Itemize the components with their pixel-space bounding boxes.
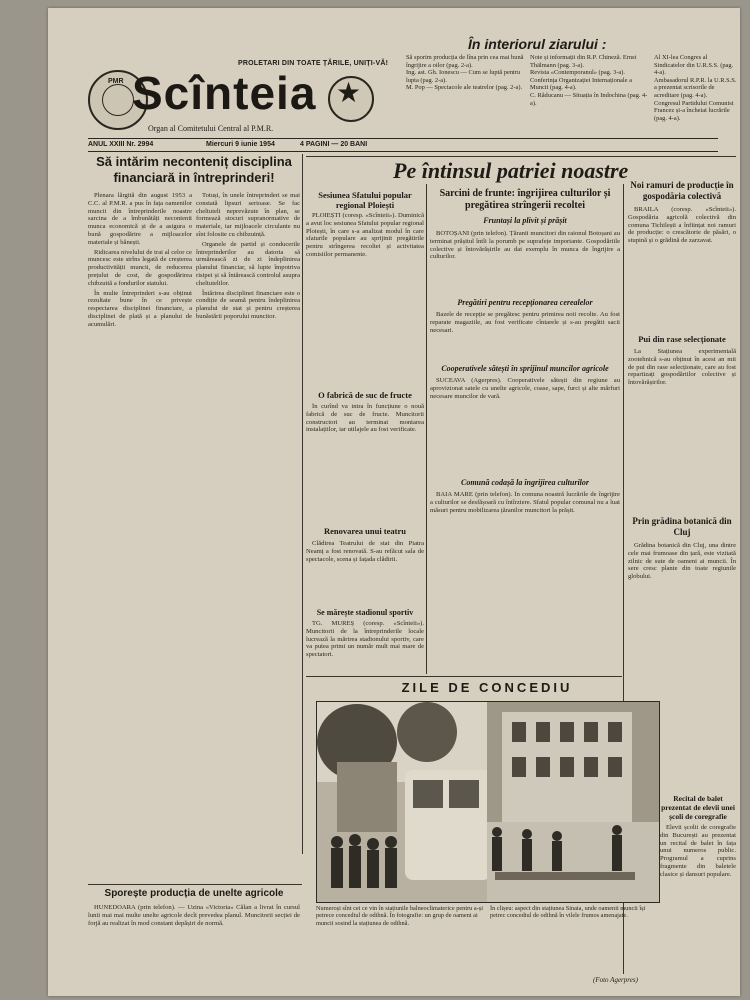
lead-column-2 [196, 192, 300, 852]
inside-column-2 [530, 54, 650, 107]
regional-body [306, 212, 424, 382]
garden-body [628, 542, 736, 692]
harvest-paragraph: Bazele de recepție se pregătesc pentru primirea noii recolte. Au fost reparate magaziile, au fost verificate cîntarele și s-au pregătit sacii necesari. [430, 311, 620, 334]
tools-body [88, 904, 300, 990]
juice-paragraph: În curînd va intra în funcțiune o nouă fabrică de suc de fructe. Muncitorii constructori au terminat montarea instalațiilor, iar utilajele au fost verificate. [306, 403, 424, 434]
issue-year: ANUL XXIII Nr. 2994 [88, 141, 154, 148]
inside-item: Congresul Partidului Comunist Francez și-a încheiat lucrările (pag. 4-a). [654, 99, 734, 122]
branch-headline: Noi ramuri de producție în gospodăria colectivă [630, 180, 734, 201]
race-body [628, 348, 736, 498]
photo-credit: (Foto Agerpres) [593, 976, 638, 984]
race-paragraph: La Stațiunea experimentală zootehnică s-au obținut în acest an mii de pui din rase selecționate, care au fost repartizați gospodăriilor colective și întovărășirilor. [628, 348, 736, 387]
front-paragraph: BOTOȘANI (prin telefon). Țăranii muncitori din raionul Botoșani au terminat prășitul întîi la porumb pe suprafețe importante. Gospodăriile colective și întovărășirile au dat exemplu în munca de îngrijire a culturilor. [430, 230, 620, 261]
pmr-mark: PMR [108, 78, 124, 85]
lead-paragraph: Totuși, în unele întreprinderi se mai constată lipsuri serioase. Se fac cheltuieli neprevăzute în plan, se formează stocuri supranormative de materiale, iar mijloacele circulante nu sînt folosite cu chibzuință. [196, 192, 300, 238]
race-headline: Pui din rase selecționate [638, 334, 726, 344]
stadium-headline: Se mărește stadionul sportiv [316, 608, 414, 617]
inside-item: Să sporim producția de lîna prin cea mai bună îngrijire a oilor (pag. 2-a). [406, 54, 524, 69]
inside-item: Note și informații din R.P. Chineză. Ernst Thälmann (pag. 3-a). [530, 54, 637, 69]
stadium-body [306, 620, 424, 676]
stadium-paragraph: TG. MUREȘ (coresp. «Scînteii»). Muncitorii de la întreprinderile locale lucrează la mărirea stadionului sportiv, care va putea primi un număr mult mai mare de spectatori. [306, 620, 424, 659]
holiday-photo [316, 701, 660, 903]
inside-item: C. Răducanu — Situația în Indochina (pag. 4-a). [530, 91, 648, 107]
masthead [88, 60, 389, 133]
commune-headline: Comună codașă la îngrijirea culturilor [460, 478, 590, 487]
garden-paragraph: Grădina botanică din Cluj, una dintre cele mai frumoase din țară, este vizitată zilnic de sute de oameni ai muncii. În sere cresc plante din toate regiunile globului. [628, 542, 736, 581]
column-rule [302, 154, 303, 854]
inside-item: Revista «Contemporanul» (pag. 3-a). [530, 69, 625, 77]
coop-body [430, 377, 620, 472]
commune-body [430, 491, 620, 671]
inside-item: Conferința Organizației Internaționale a Muncii (pag. 4-a). [530, 76, 632, 92]
tools-paragraph: HUNEDOARA (prin telefon). — Uzina «Victoria» Călan a livrat în cursul lunii mai mai multe unelte agricole decît prevedea planul. Muncitorii secției de forjă au realizat în mod constant depășiri de normă. [88, 904, 300, 927]
coop-paragraph: SUCEAVA (Agerpres). Cooperativele sătești din regiune au aprovizionat satele cu unelte agricole, coase, sape, furci și alte mărfuri necesare muncilor de vară. [430, 377, 620, 400]
banner-title: Pe întinsul patriei noastre [393, 158, 629, 183]
inside-column-3 [654, 54, 738, 122]
lead-paragraph: Întărirea disciplinei financiare este o condiție de seamă pentru îndeplinirea planului de stat și pentru creșterea bunăstării poporului muncitor. [196, 289, 300, 320]
banner-rule [306, 156, 736, 157]
photo-caption-right: În clișeu: aspect din stațiunea Sinaia, unde oamenii muncii își petrec concediul de odihnă în vilele frumos amenajate. [490, 905, 646, 920]
newspaper-title: Scînteia [132, 67, 317, 119]
slogan: PROLETARI DIN TOATE ȚĂRILE, UNIȚI-VĂ! [238, 60, 389, 67]
theatre-body [306, 540, 424, 600]
coop-headline: Cooperativele sătești în sprijinul muncilor agricole [441, 364, 609, 373]
regional-headline: Sesiunea Sfatului popular regional Ploiești [318, 190, 412, 210]
issue-date: Miercuri 9 iunie 1954 [206, 141, 275, 148]
issue-info-bar [88, 138, 718, 152]
photo-title: ZILE DE CONCEDIU [401, 680, 573, 695]
inside-item: Ing. ast. Gh. Ionescu — Cum se luptă pentru lupta (pag. 2-a). [406, 69, 521, 84]
ballet-paragraph: Elevii școlii de coregrafie din București au prezentat un recital de balet în fața unui numeros public. Programul a cuprins fragmente din baletele clasice și dansuri populare. [660, 824, 736, 878]
front-body [430, 230, 620, 290]
ballet-headline: Recital de balet prezentat de elevii unei școli de coregrafie [661, 794, 735, 821]
branch-paragraph: BRAILA (coresp. «Scînteii»). Gospodăria agricolă colectivă din comuna Tichilești a înființat noi ramuri de producție: o crescătorie de păsări, o stupină și o grădină de zarzavat. [628, 206, 736, 245]
lead-paragraph: Ridicarea nivelului de trai al celor ce muncesc este strîns legată de creșterea productivității muncii, de reducerea prețului de cost, de gospodărirea chibzuită a fondurilor statului. [88, 248, 192, 287]
organ-subtitle: Organ al Comitetului Central al P.M.R. [148, 124, 274, 133]
lead-paragraph: Organele de partid și conducerile întreprinderilor au datoria să urmărească zi de zi îndeplinirea planului financiar, să lupte împotriva risipei și să întărească controlul asupra cheltuielilor. [196, 240, 300, 287]
ballet-body [660, 824, 736, 974]
newspaper-page [48, 8, 740, 996]
lead-headline: Să intărim neconteniț disciplina financiară in întreprinderi! [96, 154, 292, 185]
front-headline: Sarcini de frunte: îngrijirea culturilor și pregătirea strîngerii recoltei [439, 188, 611, 211]
photo-rule [306, 676, 622, 677]
photo-caption-left: Numeroși sînt cei ce vin în stațiunile balneoclimaterice pentru a-și petrece concediul de odihnă. În fotografie: un grup de oameni ai muncii sosind la stațiunea de odihnă. [316, 905, 483, 927]
inside-item: Al XI-lea Congres al Sindicatelor din U.R.S.S. (pag. 4-a). [654, 54, 734, 77]
branch-body [628, 206, 736, 326]
lead-paragraph: Plenara lărgită din august 1953 a C.C. al P.M.R. a pus în fața oamenilor muncii din întreprinderile noastre sarcina de a îmbunătăți necontenit munca economică și de a asigura o bună gospodărire a mijloacelor materiale și bănești. [88, 192, 192, 246]
inside-item: Ambasadorul R.P.R. la U.R.S.S. a prezentat scrisorile de acreditare (pag. 4-a). [654, 76, 737, 99]
inside-column-1 [406, 54, 526, 92]
front-subheadline: Fruntași la plivit și prășit [483, 216, 567, 225]
theatre-paragraph: Clădirea Teatrului de stat din Piatra Neamț a fost renovată. S-au refăcut sala de spectacole, scena și fațada clădirii. [306, 540, 424, 563]
juice-headline: O fabrică de suc de fructe [318, 390, 412, 400]
harvest-headline: Pregătiri pentru recepționarea cerealelor [457, 298, 593, 307]
commune-paragraph: BAIA MARE (prin telefon). În comuna noastră lucrările de îngrijire a culturilor se desfășoară cu întîrziere. Sfatul popular comunal nu a luat măsuri pentru mobilizarea țăranilor muncitori la prășit. [430, 491, 620, 514]
holiday-photo-image [317, 702, 659, 902]
issue-price: 4 PAGINI — 20 BANI [300, 141, 368, 148]
garden-headline: Prin grădina botanică din Cluj [632, 516, 732, 537]
regional-paragraph: PLOIEȘTI (coresp. «Scînteii»). Duminică a avut loc sesiunea Sfatului popular regional Ploiești, în care s-a analizat modul în care sfaturile populare au sprijinit pregătirile pentru strîngerea recoltei și activitatea comisiilor permanente. [306, 212, 424, 258]
section-rule [88, 884, 302, 885]
inside-item: M. Pop — Spectacole ale teatrelor (pag. 2-a). [406, 84, 523, 92]
lead-paragraph: În multe întreprinderi s-au obținut rezultate bune în ce privește respectarea disciplinei financiare, a disciplinei de plată și a planului de acumulări. [88, 289, 192, 328]
column-rule [426, 184, 427, 674]
tools-headline: Sporește producția de unelte agricole [104, 888, 284, 899]
inside-title: În interiorul ziarului : [468, 36, 607, 52]
star-emblem-icon: ★ [328, 76, 374, 122]
lead-column-1 [88, 192, 192, 882]
theatre-headline: Renovarea unui teatru [323, 526, 406, 536]
juice-body [306, 403, 424, 503]
harvest-body [430, 311, 620, 359]
